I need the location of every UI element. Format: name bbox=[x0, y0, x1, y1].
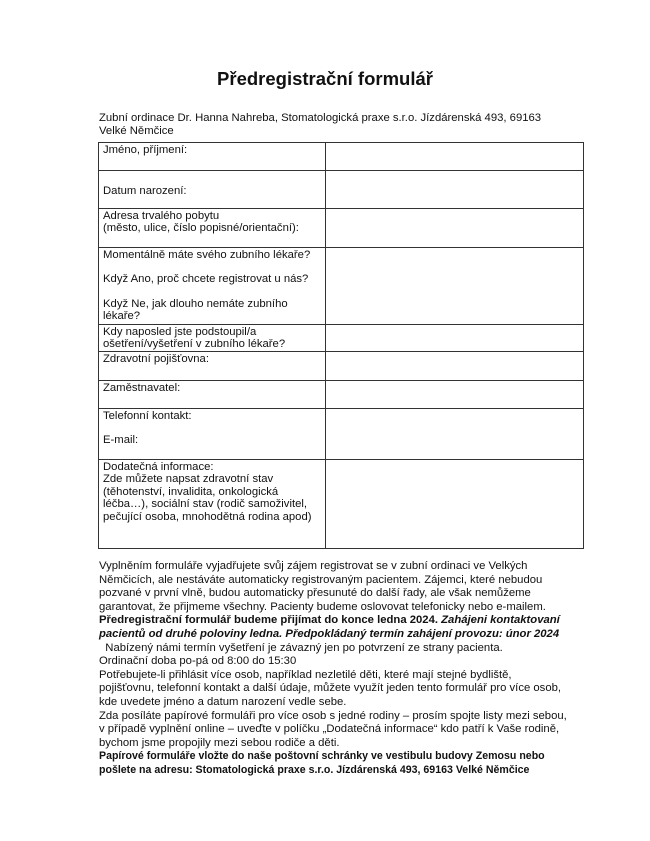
address-field[interactable] bbox=[326, 209, 584, 248]
dentist-question-current: Momentálně máte svého zubního lékaře? bbox=[103, 249, 311, 261]
form-row-address bbox=[99, 209, 584, 248]
name-label: Jméno, příjmení: bbox=[99, 143, 326, 171]
form-row-dentist bbox=[99, 248, 584, 325]
address-label bbox=[99, 209, 326, 248]
extra-info-label bbox=[99, 460, 326, 549]
notes-paragraph-confirmation: Nabízený námi termín vyšetření je závazný jen po potvrzení ze strany pacienta. bbox=[99, 641, 503, 654]
dob-field[interactable] bbox=[326, 171, 584, 209]
form-row-insurance bbox=[99, 352, 584, 381]
dentist-field[interactable] bbox=[326, 248, 584, 325]
phone-label: Telefonní kontakt: bbox=[103, 410, 192, 422]
notes-paragraph-postal: Papírové formuláře vložte do naše poštovní schránky ve vestibulu budovy Zemosu nebo pošlete na adresu: Stomatologická praxe s.r.o. Jízdárenská 493, 69163 Velké Němčice bbox=[99, 750, 545, 776]
extra-info-title: Dodatečná informace: bbox=[103, 461, 214, 473]
clinic-info bbox=[99, 112, 559, 138]
dentist-question-why: Když Ano, proč chcete registrovat u nás? bbox=[103, 273, 309, 286]
registration-form-table bbox=[98, 142, 584, 549]
form-row-name bbox=[99, 143, 584, 171]
notes-paragraph-family: Zda posíláte papírové formuláři pro více osob s jedné rodiny – prosím spojte listy mezi sebou, v případě vyplnění online – uveďte v políčku „Dodatečná informace“ kdo patří k Vaše rodině, bychom jsme propojily mezi sebou rodiče a děti. bbox=[99, 709, 567, 749]
notes-paragraph-multiple-persons: Potřebujete-li přihlásit více osob, například nezletilé děti, které mají stejné bydliště, pojišťovnu, telefonní kontakt a další údaje, můžete využít jeden tento formulář pro více osob, kde uvedete jméno a datum narození vedle sebe. bbox=[99, 668, 562, 708]
form-row-last-visit bbox=[99, 325, 584, 352]
email-label: E-mail: bbox=[103, 434, 139, 447]
dentist-questions bbox=[99, 248, 326, 325]
form-row-extra-info bbox=[99, 460, 584, 549]
deadline-text: Předregistrační formulář budeme přijímat do konce ledna 2024. bbox=[99, 614, 439, 627]
instructions bbox=[99, 560, 569, 778]
page-title: Předregistrační formulář bbox=[217, 68, 433, 89]
extra-info-field[interactable] bbox=[326, 460, 584, 549]
dob-label: Datum narození: bbox=[99, 171, 326, 209]
last-visit-label: Kdy naposled jste podstoupil/a ošetření/vyšetření v zubního lékaře? bbox=[99, 325, 326, 352]
dentist-question-how-long: Když Ne, jak dlouho nemáte zubního lékaře? bbox=[103, 297, 288, 323]
contact-labels bbox=[99, 409, 326, 460]
name-field[interactable] bbox=[326, 143, 584, 171]
contact-field[interactable] bbox=[326, 409, 584, 460]
address-label-line-2: (město, ulice, číslo popisné/orientační): bbox=[103, 222, 299, 235]
notes-paragraph-deadline bbox=[99, 614, 569, 641]
form-row-contact bbox=[99, 409, 584, 460]
clinic-address-line-1: Zubní ordinace Dr. Hanna Nahreba, Stomatologická praxe s.r.o. Jízdárenská 493, 69163 bbox=[99, 112, 542, 124]
start-date-text: Zahájeni kontaktovaní pacientů od druhé poloviny ledna. Předpokládaný termín zahájení provozu: únor 2024 bbox=[99, 614, 560, 640]
employer-field[interactable] bbox=[326, 381, 584, 409]
employer-label: Zaměstnavatel: bbox=[99, 381, 326, 409]
notes-paragraph-registration: Vyplněním formuláře vyjadřujete svůj zájem registrovat se v zubní ordinaci ve Velkých Němčicích, ale nestáváte automaticky registrovaným pacientem. Zájemci, které nebudou pozvané v první vlně, budou automaticky přesunuté do další řady, ale však nemůžeme garantovat, že přijmeme všechny. Pacienty budeme oslovovat telefonicky nebo e-mailem. bbox=[99, 560, 546, 613]
insurance-label: Zdravotní pojišťovna: bbox=[99, 352, 326, 381]
extra-info-description: Zde můžete napsat zdravotní stav (těhotenství, invalidita, onkologická léčba…), sociální stav (rodič samoživitel, pečující osoba, mnohodětná rodina apod) bbox=[103, 473, 312, 523]
address-label-line-1: Adresa trvalého pobytu bbox=[103, 210, 220, 222]
last-visit-field[interactable] bbox=[326, 325, 584, 352]
form-row-employer bbox=[99, 381, 584, 409]
insurance-field[interactable] bbox=[326, 352, 584, 381]
form-row-dob bbox=[99, 171, 584, 209]
clinic-address-line-2: Velké Němčice bbox=[99, 125, 174, 137]
notes-paragraph-opening-hours: Ordinační doba po-pá od 8:00 do 15:30 bbox=[99, 655, 297, 668]
